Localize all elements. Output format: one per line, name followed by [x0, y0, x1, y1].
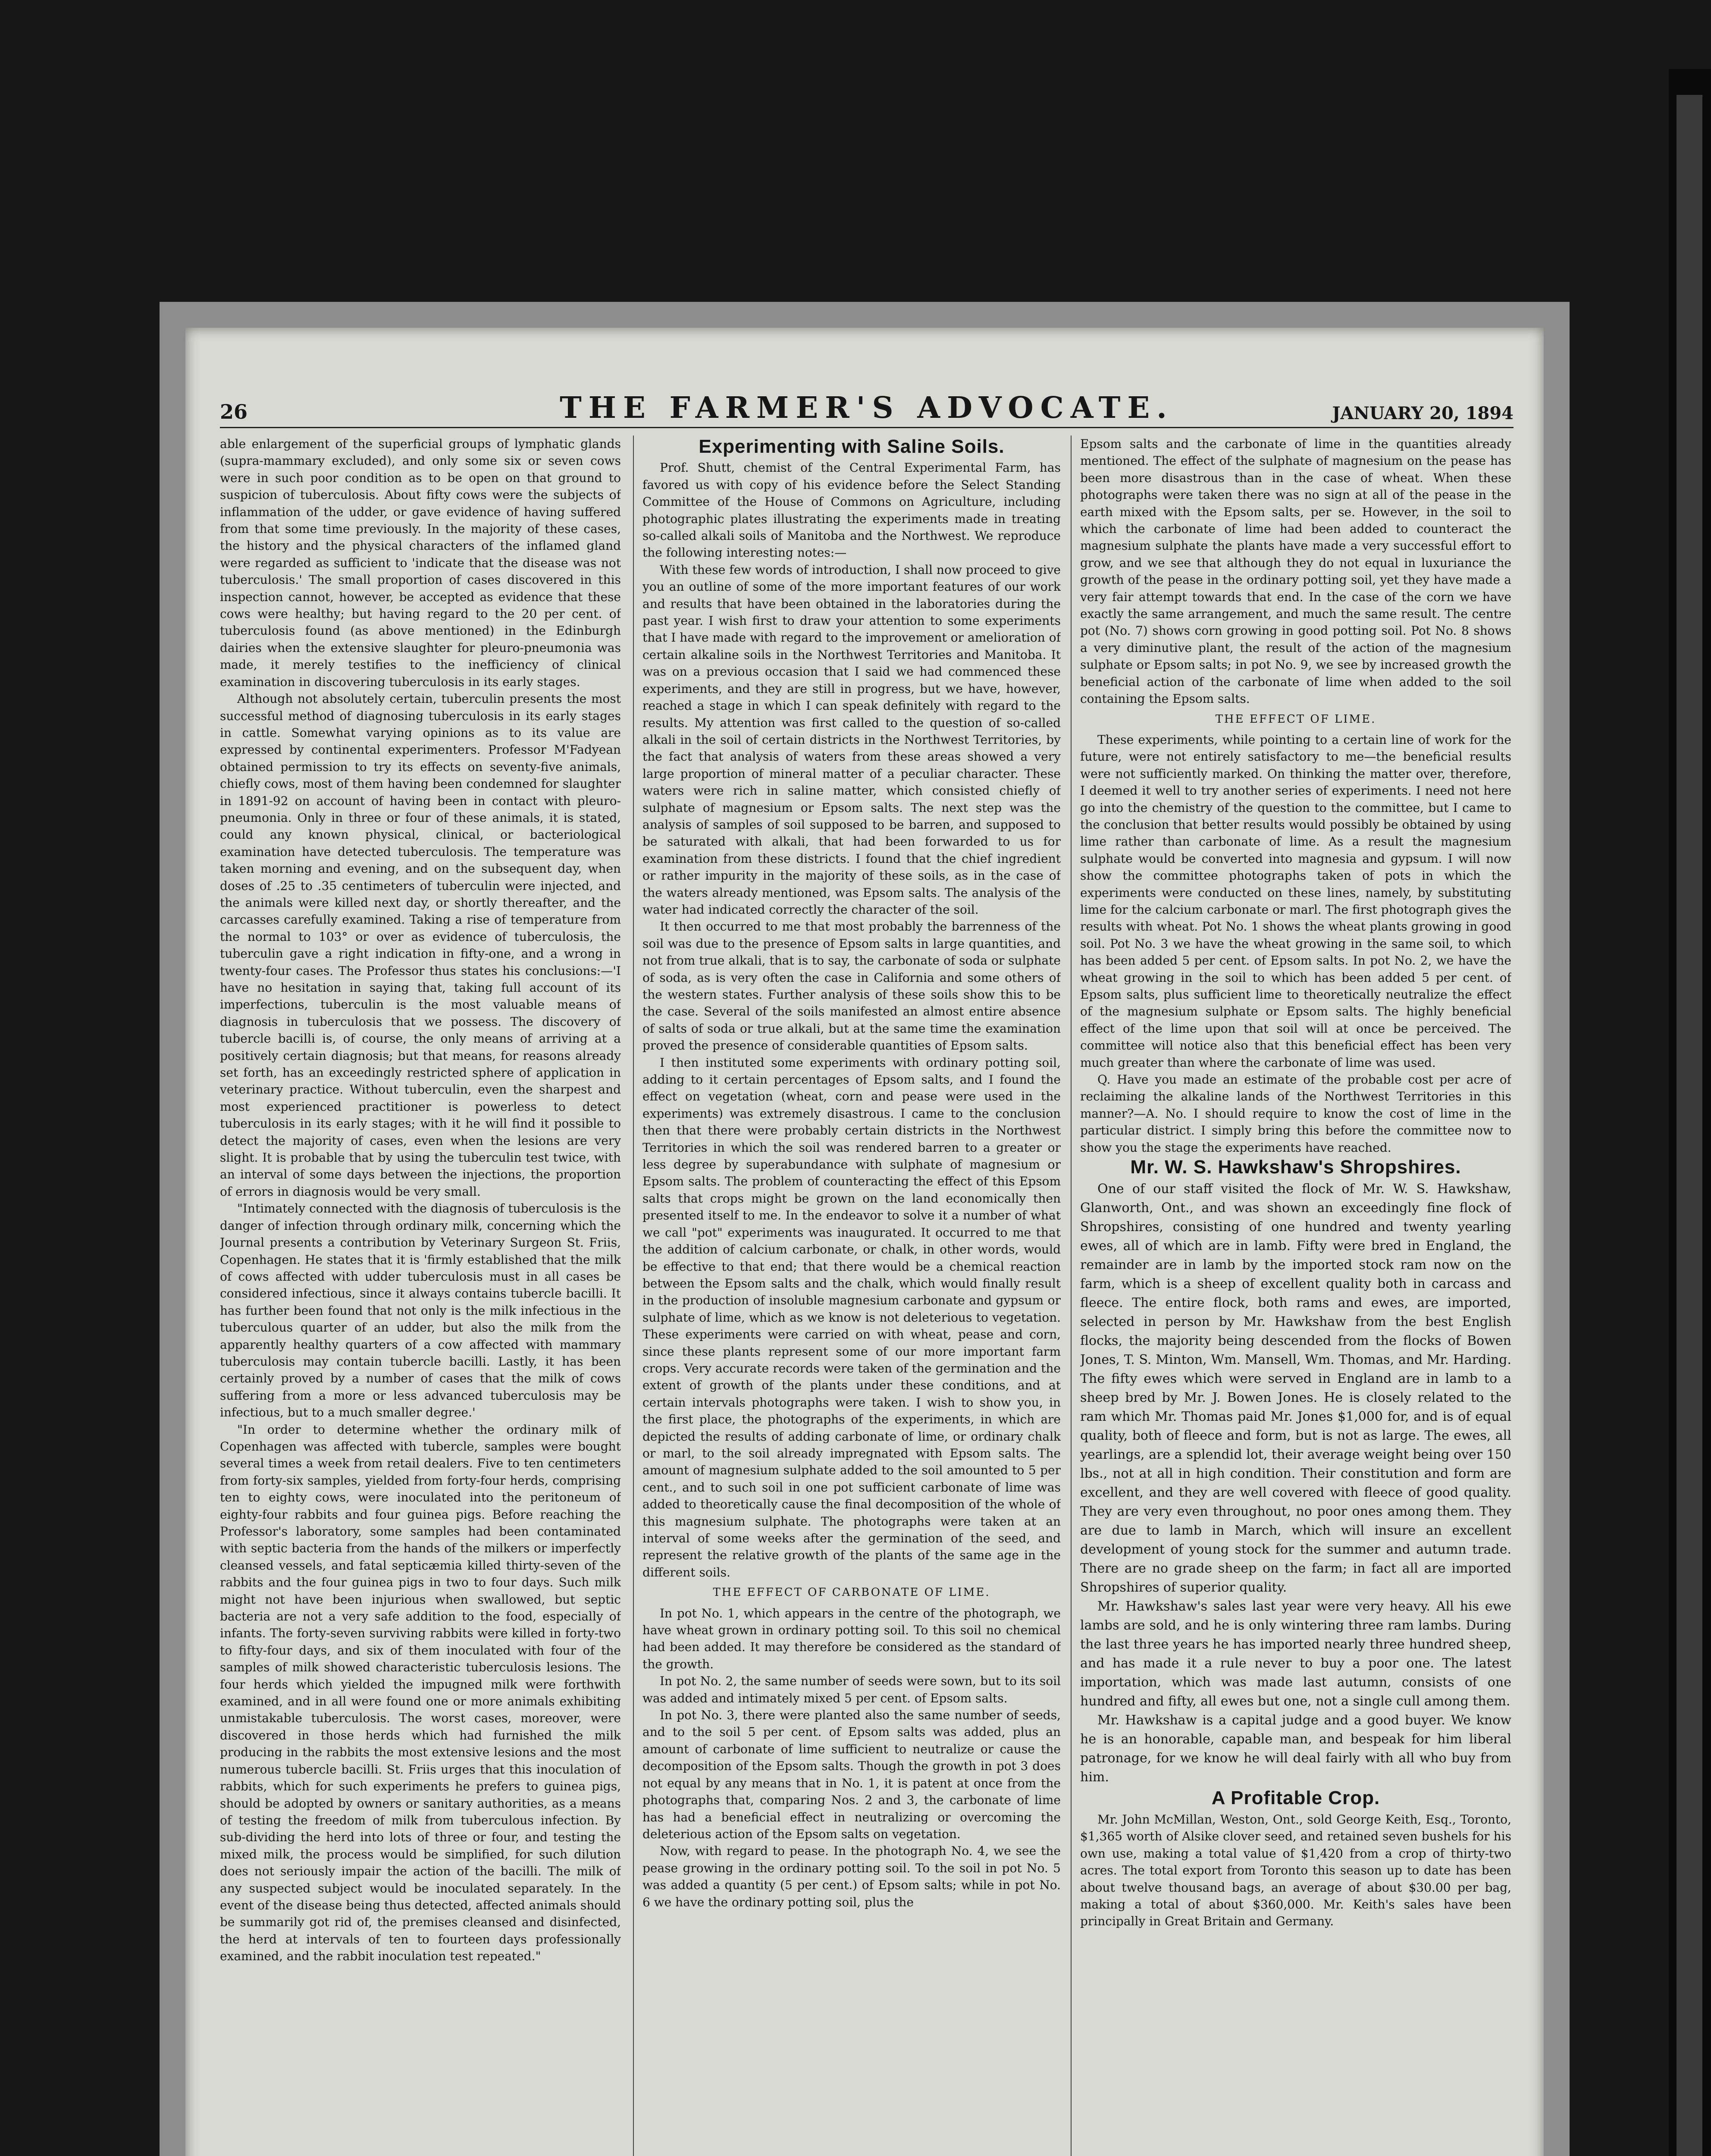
article-paragraph: With these few words of introduction, I shall now proceed to give you an outline of some of the more important features of our work and results that have been obtained in the laboratories during the past year. I wish first to draw your attention to some experiments that I have made with regard to the improvement or amelioration of certain alkaline soils in the Northwest Territories and Manitoba. It was on a previous occasion that I said we had commenced these experiments, and they are still in progress, but we have, however, reached a stage in which I can speak definitely with regard to the results. My attention was first called to the question of so-called alkali in the soil of certain districts in the Northwest Territories, by the fact that analysis of waters from these areas showed a very large proportion of mineral matter of a peculiar character. These waters were rich in saline matter, which consisted chiefly of sulphate of magnesium or Epsom salts. The next step was the analysis of samples of soil supposed to be barren, and supposed to be saturated with alkali, that had been forwarded to us for examination from these districts. I found that the chief ingredient or rather impurity in the majority of these soils, as in the case of the waters already mentioned, was Epsom salts. The analysis of the water had indicated correctly the character of the soil.	[642, 562, 1061, 917]
section-subhead: THE EFFECT OF CARBONATE OF LIME.	[713, 1586, 990, 1599]
article-paragraph: Now, with regard to pease. In the photograph No. 4, we see the pease growing in the ordinary potting soil. To the soil in pot No. 5 was added a quantity (5 per cent.) of Epsom salts; while in pot No. 6 we have the ordinary potting soil, plus the	[642, 1844, 1061, 1909]
page-header	[220, 379, 1514, 428]
article-headline: Experimenting with Saline Soils.	[699, 436, 1005, 457]
column-1	[220, 436, 621, 2156]
column-rule	[633, 436, 634, 2156]
article-paragraph: One of our staff visited the flock of Mr. W. S. Hawkshaw, Glanworth, Ont., and was shown an exceedingly fine flock of Shropshires, consisting of one hundred and twenty yearling ewes, all of which are in lamb. Fifty were bred in England, the remainder are in lamb by the imported stock ram now on the farm, which is a sheep of excellent quality both in carcass and fleece. The entire flock, both rams and ewes, are imported, selected in person by Mr. Hawkshaw from the best English flocks, the majority being descended from the flocks of Bowen Jones, T. S. Minton, Wm. Mansell, Wm. Thomas, and Mr. Harding. The fifty ewes which were served in England are in lamb to a sheep bred by Mr. J. Bowen Jones. He is closely related to the ram which Mr. Thomas paid Mr. Jones $1,000 for, and is of equal quality, both of fleece and form, but is not as large. The ewes, all yearlings, are a splendid lot, their average weight being over 150 lbs., not at all in high condition. Their constitution and form are excellent, and they are well covered with fleece of good quality. They are very even throughout, no poor ones among them. They are due to lamb in March, which will insure an excellent development of young stock for the summer and autumn trade. There are no grade sheep on the farm; in fact all are imported Shropshires of superior quality.	[1080, 1181, 1511, 1595]
article-paragraph: In pot No. 3, there were planted also the same number of seeds, and to the soil 5 per cent. of Epsom salts was added, plus an amount of carbonate of lime sufficient to neutralize or cause the decomposition of the Epsom salts. Though the growth in pot 3 does not equal by any means that in No. 1, it is patent at once from the photographs that, comparing Nos. 2 and 3, the carbonate of lime has had a beneficial effect in neutralizing or overcoming the deleterious action of the Epsom salts on vegetation.	[642, 1708, 1061, 1841]
column-3	[1080, 436, 1511, 2156]
article-paragraph: able enlargement of the superficial groups of lymphatic glands (supra-mammary excluded), and only some six or seven cows were in such poor condition as to be open on that ground to suspicion of tuberculosis. About fifty cows were the subjects of inflammation of the udder, or gave evidence of having suffered from that some time previously. In the majority of these cases, the history and the physical characters of the inflamed gland were regarded as sufficient to 'indicate that the disease was not tuberculosis.' The small proportion of cases discovered in this inspection cannot, however, be accepted as evidence that these cows were healthy; but having regard to the 20 per cent. of tuberculosis found (as above mentioned) in the Edinburgh dairies when the extensive slaughter for pleuro-pneumonia was made, it merely testifies to the inefficiency of clinical examination in discovering tuberculosis in its early stages.	[220, 437, 621, 689]
article-paragraph: In pot No. 2, the same number of seeds were sown, but to its soil was added and intimately mixed 5 per cent. of Epsom salts.	[642, 1674, 1061, 1705]
page-number: 26	[220, 400, 248, 423]
issue-date: JANUARY 20, 1894	[1332, 403, 1514, 423]
adjacent-frame-strip	[1677, 95, 1702, 2156]
newspaper-page	[185, 328, 1544, 2156]
masthead: THE FARMER'S ADVOCATE.	[560, 391, 1174, 425]
article-paragraph: "In order to determine whether the ordinary milk of Copenhagen was affected with tubercle, samples were bought several times a week from retail dealers. Five to ten centimeters from forty-six samples, yielded from forty-four herds, comprising ten to eighty cows, were inoculated into the peritoneum of eighty-four rabbits and four guinea pigs. Before reaching the Professor's laboratory, some samples had been contaminated with septic bacteria from the hands of the milkers or imperfectly cleansed vessels, and fatal septicæmia killed thirty-seven of the rabbits and the four guinea pigs in two to four days. Such milk might not have been injurious when swallowed, but septic bacteria are not a very safe addition to the food, especially of infants. The forty-seven surviving rabbits were killed in forty-two to fifty-four days, and six of them inoculated with four of the samples of milk showed characteristic tuberculosis lesions. The four herds which yielded the impugned milk were forthwith examined, and in all were found one or more animals exhibiting unmistakable tuberculosis. The worst cases, moreover, were discovered in those herds which had furnished the milk producing in the rabbits the most extensive lesions and the most numerous tubercle bacilli. St. Friis urges that this inoculation of rabbits, which for such experiments he prefers to guinea pigs, should be adopted by owners or sanitary authorities, as a means of testing the freedom of milk from tuberculous infection. By sub-dividing the herd into lots of three or four, and testing the mixed milk, the process would be simplified, for such dilution does not seriously impair the action of the bacilli. The milk of any suspected subject would be inoculated separately. In the event of the disease being thus detected, affected animals should be summarily got rid of, the premises cleansed and disinfected, the herd at intervals of ten to fourteen days professionally examined, and the rabbit inoculation test repeated."	[220, 1422, 621, 1964]
article-paragraph: In pot No. 1, which appears in the centre of the photograph, we have wheat grown in ordinary potting soil. To this soil no chemical had been added. It may therefore be considered as the standard of the growth.	[642, 1606, 1061, 1671]
section-subhead: THE EFFECT OF LIME.	[1215, 712, 1376, 726]
article-paragraph: Mr. Hawkshaw's sales last year were very heavy. All his ewe lambs are sold, and he is only wintering three ram lambs. During the last three years he has imported nearly three hundred sheep, and has made it a rule never to buy a poor one. The latest importation, which was made last autumn, consists of one hundred and fifty, all ewes but one, not a single cull among them.	[1080, 1599, 1511, 1709]
article-paragraph: "Intimately connected with the diagnosis of tuberculosis is the danger of infection through ordinary milk, concerning which the Journal presents a contribution by Veterinary Surgeon St. Friis, Copenhagen. He states that it is 'firmly established that the milk of cows affected with udder tuberculosis must in all cases be considered infectious, since it always contains tubercle bacilli. It has further been found that not only is the milk infectious in the tuberculous quarter of an udder, but also the milk from the apparently healthy quarters of a cow affected with mammary tuberculosis may contain tubercle bacilli. Lastly, it has been certainly proved by a number of cases that the milk of cows suffering from a more or less advanced tuberculosis may be infectious, but to a much smaller degree.'	[220, 1201, 621, 1420]
article-headline: Mr. W. S. Hawkshaw's Shropshires.	[1130, 1156, 1461, 1178]
article-paragraph: I then instituted some experiments with ordinary potting soil, adding to it certain percentages of Epsom salts, and I found the effect on vegetation (wheat, corn and pease were used in the experiments) was extremely disastrous. I came to the conclusion then that there were probably certain districts in the Northwest Territories in which the soil was rendered barren to a greater or less degree by superabundance with sulphate of magnesium or Epsom salts. The problem of counteracting the effect of this Epsom salts that crops might be grown on the land economically then presented itself to me. In the endeavor to solve it a number of what we call "pot" experiments was inaugurated. It occurred to me that the addition of calcium carbonate, or chalk, in other words, would be effective to that end; that there would be a chemical reaction between the Epsom salts and the chalk, which would finally result in the production of insoluble magnesium carbonate and gypsum or sulphate of lime, which as we know is not deleterious to vegetation. These experiments were carried on with wheat, pease and corn, since these plants represent some of our more important farm crops. Very accurate records were taken of the germination and the extent of growth of the plants under these conditions, and at certain intervals photographs were taken. I wish to show you, in the first place, the photographs of the experiments, in which are depicted the results of adding carbonate of lime, or ordinary chalk or marl, to the soil already impregnated with Epsom salts. The amount of magnesium sulphate added to the soil amounted to 5 per cent., and to such soil in one pot sufficient carbonate of lime was added to theoretically cause the final decomposition of the whole of this magnesium sulphate. The photographs were taken at an interval of some weeks after the germination of the seed, and represent the relative growth of the plants of the same age in the different soils.	[642, 1055, 1061, 1579]
column-rule	[1071, 436, 1072, 2156]
article-paragraph: Mr. John McMillan, Weston, Ont., sold George Keith, Esq., Toronto, $1,365 worth of Alsike clover seed, and retained seven bushels for his own use, making a total value of $1,420 from a crop of thirty-two acres. The total export from Toronto this season up to date has been about twelve thousand bags, an average of about $30.00 per bag, making a total of about $360,000. Mr. Keith's sales have been principally in Great Britain and Germany.	[1080, 1812, 1511, 1929]
column-2	[642, 436, 1061, 2156]
article-headline: A Profitable Crop.	[1211, 1787, 1380, 1809]
article-paragraph: Epsom salts and the carbonate of lime in the quantities already mentioned. The effect of the sulphate of magnesium on the pease has been more disastrous than in the case of wheat. When these photographs were taken there was no sign at all of the pease in the earth mixed with the Epsom salts, per se. However, in the soil to which the carbonate of lime had been added to counteract the magnesium sulphate the plants have made a very successful effort to grow, and we see that although they do not equal in luxuriance the growth of the pease in the ordinary potting soil, yet they have made a very fair attempt towards that end. In the case of the corn we have exactly the same arrangement, and much the same result. The centre pot (No. 7) shows corn growing in good potting soil. Pot No. 8 shows a very diminutive plant, the result of the action of the magnesium sulphate or Epsom salts; in pot No. 9, we see by increased growth the beneficial action of the carbonate of lime when added to the soil containing the Epsom salts.	[1080, 437, 1511, 706]
article-paragraph: Although not absolutely certain, tuberculin presents the most successful method of diagnosing tuberculosis in its early stages in cattle. Somewhat varying opinions as to its value are expressed by continental experimenters. Professor M'Fadyean obtained permission to try its effects on seventy-five animals, chiefly cows, most of them having been condemned for slaughter in 1891-92 on account of having been in contact with pleuro-pneumonia. Only in three or four of these animals, it is stated, could any known physical, clinical, or bacteriological examination have detected tuberculosis. The temperature was taken morning and evening, and on the subsequent day, when doses of .25 to .35 centimeters of tuberculin were injected, and the animals were killed next day, or shortly thereafter, and the carcasses carefully examined. Taking a rise of temperature from the normal to 103° or over as evidence of tuberculosis, the tuberculin gave a right indication in fifty-one, and a wrong in twenty-four cases. The Professor thus states his conclusions:—'I have no hesitation in saying that, taking full account of its imperfections, tuberculin is the most valuable means of diagnosis in tuberculosis that we possess. The discovery of tubercle bacilli is, of course, the only means of arriving at a positively certain diagnosis; but that means, for reasons already set forth, has an exceedingly restricted sphere of application in veterinary practice. Without tuberculin, even the sharpest and most experienced practitioner is powerless to detect tuberculosis in its early stages; with it he will find it possible to detect the majority of cases, even when the lesions are very slight. It is probable that by using the tuberculin test twice, with an interval of some days between the injections, the proportion of errors in diagnosis would be very small.	[220, 692, 621, 1199]
article-paragraph: Prof. Shutt, chemist of the Central Experimental Farm, has favored us with copy of his evidence before the Select Standing Committee of the House of Commons on Agriculture, including photographic plates illustrating the experiments made in treating so-called alkali soils of Manitoba and the Northwest. We reproduce the following interesting notes:—	[642, 461, 1061, 560]
article-paragraph: Mr. Hawkshaw is a capital judge and a good buyer. We know he is an honorable, capable man, and bespeak for him liberal patronage, for we know he will deal fairly with all who buy from him.	[1080, 1713, 1511, 1785]
article-paragraph: It then occurred to me that most probably the barrenness of the soil was due to the presence of Epsom salts in large quantities, and not from true alkali, that is to say, the carbonate of soda or sulphate of soda, as is very often the case in California and some others of the western states. Further analysis of these soils show this to be the case. Several of the soils manifested an almost entire absence of salts of soda or true alkali, but at the same time the examination proved the presence of considerable quantities of Epsom salts.	[642, 919, 1061, 1053]
article-paragraph: These experiments, while pointing to a certain line of work for the future, were not entirely satisfactory to me—the beneficial results were not sufficiently marked. On thinking the matter over, therefore, I deemed it well to try another series of experiments. I need not here go into the chemistry of the question to the committee, but I came to the conclusion that better results would possibly be obtained by using lime rather than carbonate of lime. As a result the magnesium sulphate would be converted into magnesia and gypsum. I will now show the committee photographs taken of pots in which the experiments were conducted on these lines, namely, by substituting lime for the calcium carbonate or marl. The first photograph gives the results with wheat. Pot No. 1 shows the wheat plants growing in good soil. Pot No. 3 we have the wheat growing in the same soil, to which has been added 5 per cent. of Epsom salts. In pot No. 2, we have the wheat growing in the soil to which has been added 5 per cent. of Epsom salts, plus sufficient lime to theoretically neutralize the effect of the magnesium sulphate or Epsom salts. The highly beneficial effect of the lime upon that soil will at once be perceived. The committee will notice also that this beneficial effect has been very much greater than where the carbonate of lime was used.	[1080, 732, 1511, 1070]
article-paragraph: Q. Have you made an estimate of the probable cost per acre of reclaiming the alkaline lands of the Northwest Territories in this manner?—A. No. I should require to know the cost of lime in the particular district. I simply bring this before the committee now to show you the stage the experiments have reached.	[1080, 1072, 1511, 1155]
